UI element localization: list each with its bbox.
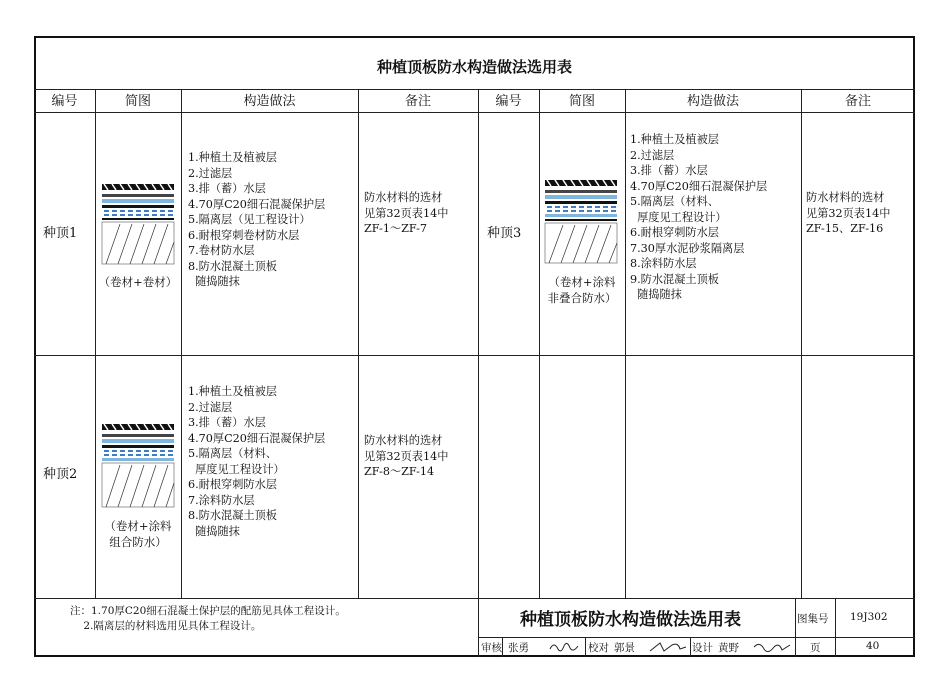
section-diagram <box>100 420 176 512</box>
construction-steps: 1.种植土及植被层 2.过滤层 3.排（蓄）水层 4.70厚C20细石混凝保护层 5.隔离层（材料、 厚度见工程设计） 6.耐根穿刺防水层 7.涂料防水层 8.防水混凝土顶板 随捣随抹 <box>188 385 326 538</box>
atlas-number: 19J302 <box>850 611 888 623</box>
designer-name: 黄野 <box>718 642 739 654</box>
header-remarks-2: 备注 <box>844 94 871 109</box>
col-rule <box>478 89 479 657</box>
remarks-text: 防水材料的选材 见第32页表14中 ZF-15、ZF-16 <box>806 191 891 235</box>
col-rule <box>801 89 802 598</box>
rule-title-block <box>478 637 915 638</box>
col-rule <box>539 89 540 598</box>
atlas-label: 图集号 <box>797 613 829 625</box>
table-title: 种植顶板防水构造做法选用表 <box>376 58 572 76</box>
check-label: 校对 <box>588 642 609 654</box>
construction-steps: 1.种植土及植被层 2.过滤层 3.排（蓄）水层 4.70厚C20细石混凝保护层 5.隔离层（材料、 厚度见工程设计） 6.耐根穿刺防水层 7.30厚水泥砂浆隔离层 8.涂料防水层 9.防水混凝土顶板 随捣随抹 <box>630 133 768 301</box>
rule-above-footer <box>34 598 915 599</box>
reviewer-signature <box>548 639 582 655</box>
title-block-title: 种植顶板防水构造做法选用表 <box>520 610 741 630</box>
title-block-rule <box>502 637 503 657</box>
title-block-rule <box>835 598 836 657</box>
rule-row-divider <box>34 355 915 356</box>
remarks-text: 防水材料的选材 见第32页表14中 ZF-8～ZF-14 <box>364 434 449 478</box>
review-label: 审核 <box>481 642 502 654</box>
row-id: 种顶2 <box>43 467 78 482</box>
diagram-caption: （卷材+涂料 非叠合防水） <box>547 275 617 305</box>
designer-signature <box>752 639 792 655</box>
diagram-caption: （卷材+卷材） <box>98 275 178 289</box>
header-id-2: 编号 <box>495 94 522 109</box>
header-construction-2: 构造做法 <box>686 94 739 109</box>
header-diagram-2: 简图 <box>568 94 595 109</box>
section-diagram <box>100 180 176 270</box>
title-block-rule <box>690 637 691 657</box>
col-rule <box>625 89 626 598</box>
plant-layer-graphic <box>102 184 174 190</box>
col-rule <box>358 89 359 598</box>
row-id: 种顶1 <box>43 226 78 241</box>
header-diagram: 简图 <box>124 94 151 109</box>
reviewer-name: 张勇 <box>508 642 529 654</box>
footnote: 注：1.70厚C20细石混凝土保护层的配筋见具体工程设计。 2.隔离层的材料选用见具体工程设计。 <box>70 605 346 632</box>
title-block-rule <box>585 637 586 657</box>
header-construction: 构造做法 <box>243 94 296 109</box>
rule-under-title <box>34 89 915 90</box>
title-block-rule <box>795 598 796 657</box>
diagram-caption: （卷材+涂料 组合防水） <box>104 519 172 549</box>
remarks-text: 防水材料的选材 见第32页表14中 ZF-1～ZF-7 <box>364 191 449 235</box>
page-number: 40 <box>866 640 880 652</box>
checker-name: 郭景 <box>614 642 635 654</box>
checker-signature <box>648 639 688 655</box>
section-diagram <box>543 176 619 268</box>
design-label: 设计 <box>692 642 713 654</box>
header-id: 编号 <box>51 94 78 109</box>
construction-steps: 1.种植土及植被层 2.过滤层 3.排（蓄）水层 4.70厚C20细石混凝保护层 5.隔离层（见工程设计） 6.耐根穿刺卷材防水层 7.卷材防水层 8.防水混凝土顶板 随捣随抹 <box>188 151 326 288</box>
rule-under-header <box>34 112 915 113</box>
page-label: 页 <box>810 642 821 654</box>
row-id: 种顶3 <box>487 226 522 241</box>
header-remarks: 备注 <box>404 94 431 109</box>
drawing-frame <box>34 36 915 657</box>
col-rule <box>181 89 182 598</box>
